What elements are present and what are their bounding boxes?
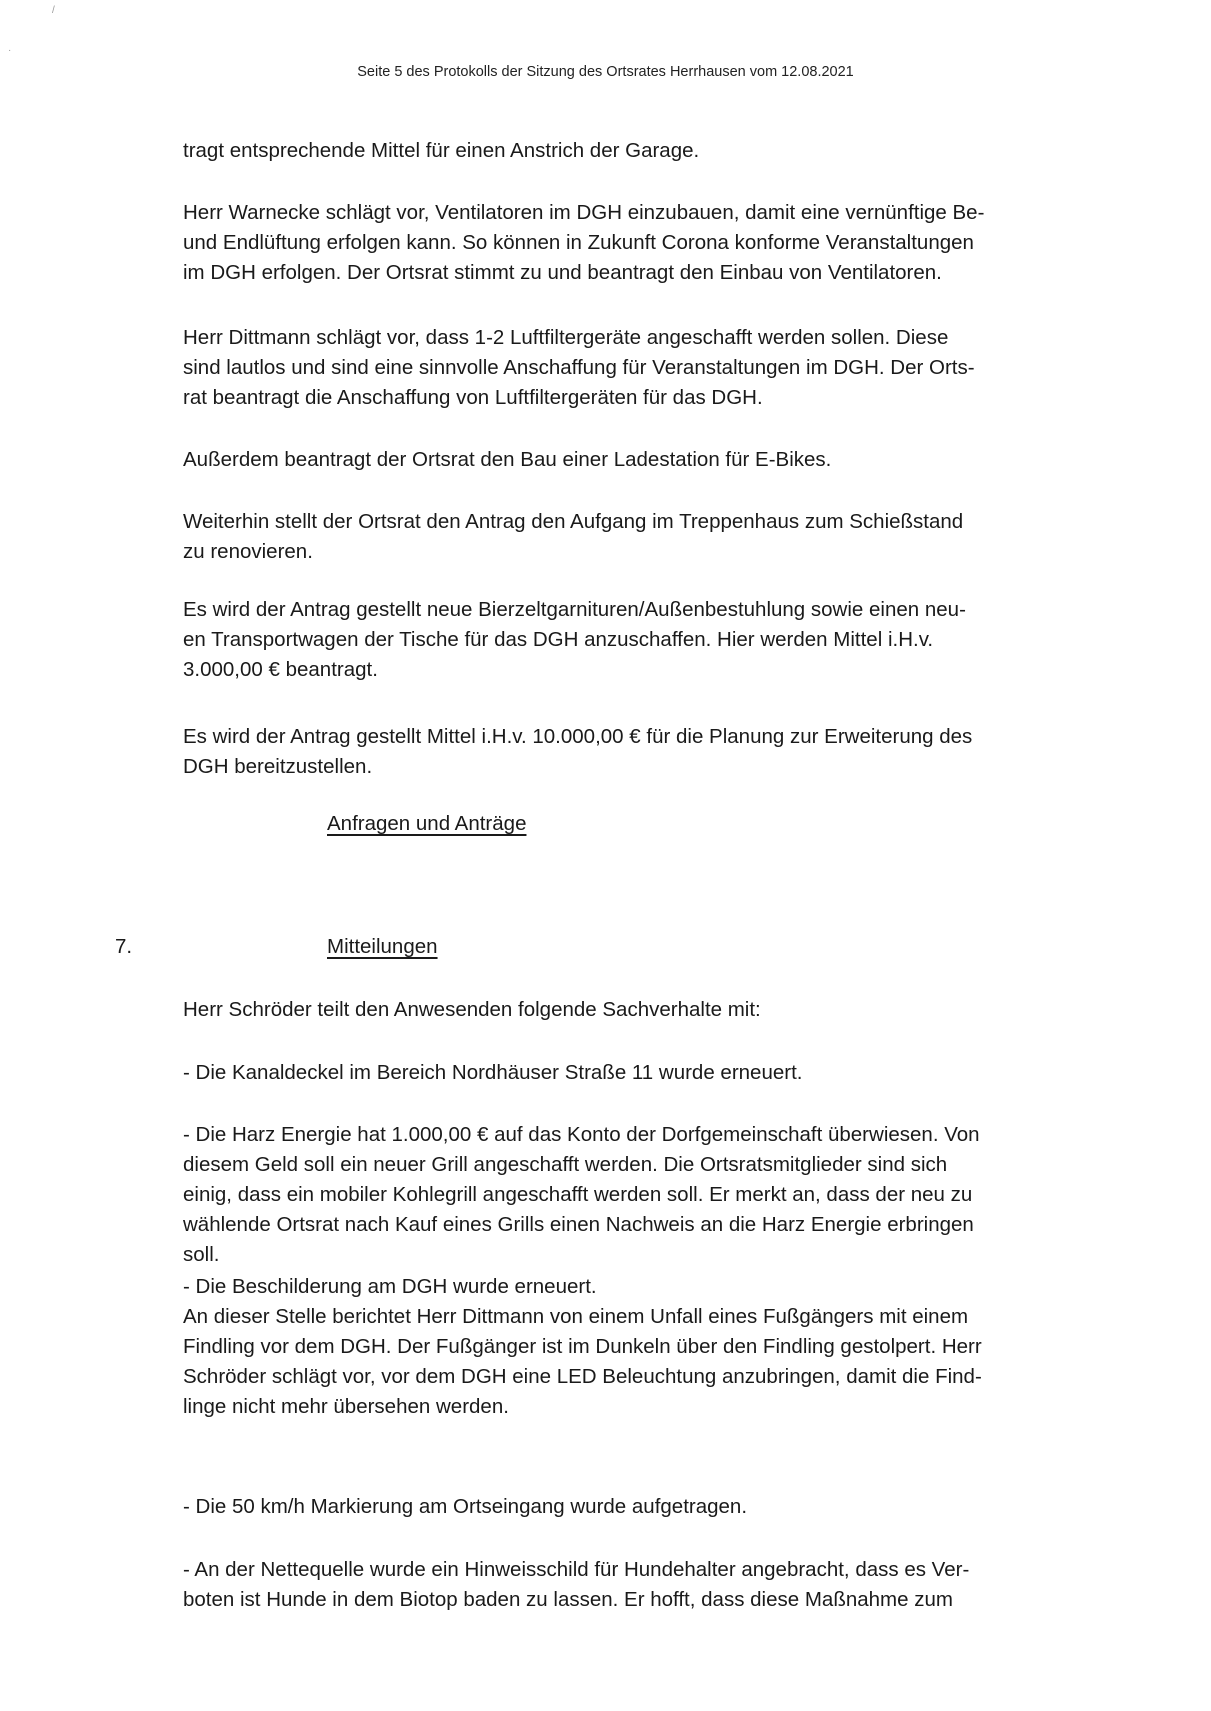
paragraph-erweiterung: Es wird der Antrag gestellt Mittel i.H.v. 10.000,00 € für die Planung zur Erweiterung des DGH bereitzustellen.: [183, 725, 973, 778]
page-header: Seite 5 des Protokolls der Sitzung des Ortsrates Herrhausen vom 12.08.2021: [357, 64, 854, 80]
section-number: 7.: [115, 935, 133, 958]
paragraph-intro: Herr Schröder teilt den Anwesenden folgende Sachverhalte mit:: [183, 998, 761, 1021]
paragraph-ladestation: Außerdem beantragt der Ortsrat den Bau einer Ladestation für E-Bikes.: [183, 448, 832, 471]
list-item-kanaldeckel: - Die Kanaldeckel im Bereich Nordhäuser Straße 11 wurde erneuert.: [183, 1061, 803, 1084]
paragraph-luftfilter: Herr Dittmann schlägt vor, dass 1-2 Luftfiltergeräte angeschafft werden sollen. Diese sind lautlos und sind eine sinnvolle Anschaffung für Veranstaltungen im DGH. Der Orts- rat beantragt die Anschaffung von Luftfiltergeräten für das DGH.: [183, 326, 975, 409]
paragraph-treppenhaus: Weiterhin stellt der Ortsrat den Antrag den Aufgang im Treppenhaus zum Schießstand zu renovieren.: [183, 510, 964, 563]
paragraph-bierzelt: Es wird der Antrag gestellt neue Bierzeltgarnituren/Außenbestuhlung sowie einen neu- en Transportwagen der Tische für das DGH anzuschaffen. Hier werden Mittel i.H.v. 3.000,00 € beantragt.: [183, 598, 966, 681]
scan-mark: /: [52, 5, 55, 16]
paragraph-garage: tragt entsprechende Mittel für einen Anstrich der Garage.: [183, 139, 700, 162]
list-item-harz-energie: - Die Harz Energie hat 1.000,00 € auf das Konto der Dorfgemeinschaft überwiesen. Von diesem Geld soll ein neuer Grill angeschafft werden. Die Ortsratsmitglieder sind sich einig, dass ein mobiler Kohlegrill angeschafft werden soll. Er merkt an, dass der neu zu wählende Ortsrat nach Kauf eines Grills einen Nachweis an die Harz Energie erbringen soll.: [183, 1123, 980, 1266]
section-heading-anfragen: Anfragen und Anträge: [327, 812, 527, 835]
paragraph-ventilatoren: Herr Warnecke schlägt vor, Ventilatoren im DGH einzubauen, damit eine vernünftige Be- und Endlüftung erfolgen kann. So können in Zukunft Corona konforme Veranstaltungen im DGH erfolgen. Der Ortsrat stimmt zu und beantragt den Einbau von Ventilatoren.: [183, 201, 985, 284]
scan-mark: ·: [8, 45, 12, 56]
list-item-nettequelle: - An der Nettequelle wurde ein Hinweisschild für Hundehalter angebracht, dass es Ver- boten ist Hunde in dem Biotop baden zu lassen. Er hofft, dass diese Maßnahme zum: [183, 1558, 970, 1611]
list-item-markierung: - Die 50 km/h Markierung am Ortseingang wurde aufgetragen.: [183, 1495, 748, 1518]
section-heading-mitteilungen: Mitteilungen: [327, 935, 438, 958]
list-item-beschilderung: - Die Beschilderung am DGH wurde erneuert. An dieser Stelle berichtet Herr Dittmann von einem Unfall eines Fußgängers mit einem Findling vor dem DGH. Der Fußgänger ist im Dunkeln über den Findling gestolpert. Herr Schröder schlägt vor, vor dem DGH eine LED Beleuchtung anzubringen, damit die Find- linge nicht mehr übersehen werden.: [183, 1275, 982, 1418]
